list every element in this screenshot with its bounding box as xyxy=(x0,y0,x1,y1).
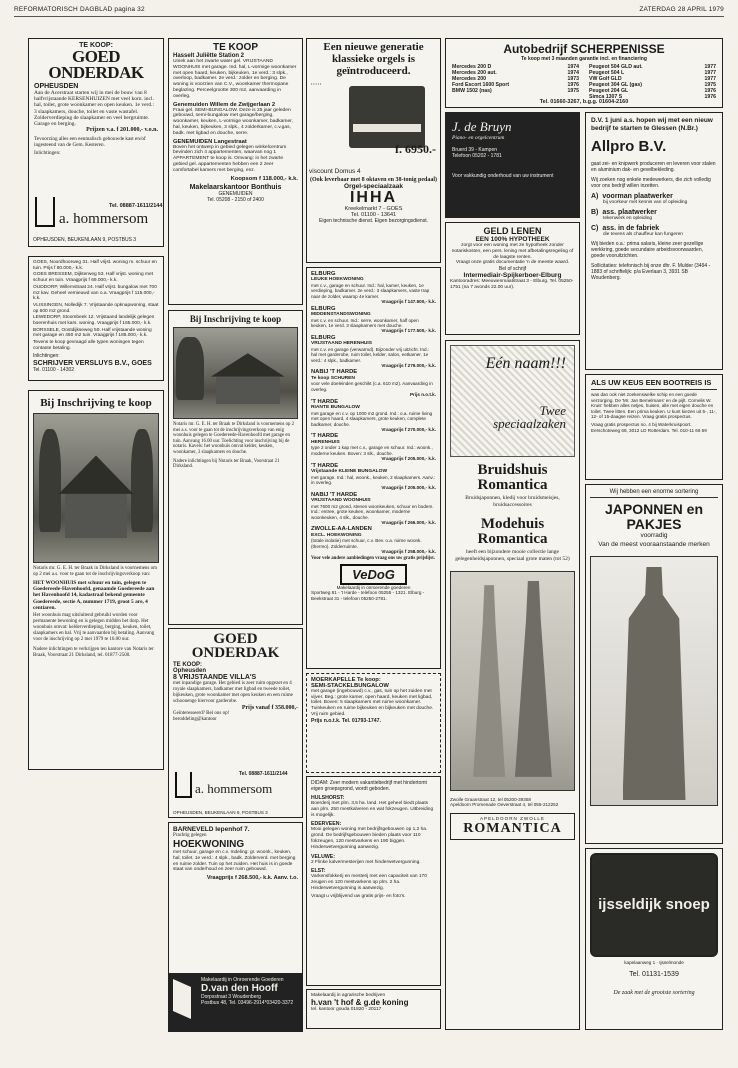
didam-body: Varkensfokkerij en mesterij met een capaciteit van 170 zeugen en 120 mestvarkens op plm. 2 ha. Hinderwetvergunning is aanwezig. xyxy=(311,874,427,891)
elburg-section xyxy=(311,271,436,305)
elburg-section-sub: MIDDENSTANDSWONING xyxy=(311,312,371,318)
car-model: Peugeot 504 L xyxy=(589,70,625,76)
goes-item: Tevens te koop gevraagd alle typen woningen tegen contante betaling. xyxy=(33,340,144,351)
ad-bij-inschrijving-2[interactable] xyxy=(168,310,303,625)
allpro-vacancy-key: B) xyxy=(591,209,599,216)
tekoop-gen1-body: Fraai gel. SEMI-BUNGALOW. Deze is 25 jaar geleden gebouwd, semi-bungalow met garage/berging, woonkamer, keuken, L-vormige woonkamer, badkamer, hal, keuken, bijkeuken, 3 slpk., 4 zolderkamer, c.v.gas, badk. met ligbad en douche, serre. xyxy=(173,107,293,136)
ad-elburg-vedog[interactable] xyxy=(306,267,441,669)
elburg-section-sub: HERENHUIS xyxy=(311,439,340,445)
elburg-section-sub: VRIJSTAAND HERENHUIS xyxy=(311,341,373,347)
goed-tel: Tel. 08887-1611/2144 xyxy=(109,203,163,209)
scherp-left-list xyxy=(452,64,579,100)
car-year: 1976 xyxy=(567,82,579,88)
ad-te-koop-hasselt[interactable] xyxy=(168,38,303,305)
bruijn-addr: Bruerd 39 - Kampen xyxy=(452,147,498,153)
allpro-intro: D.V. 1 juni a.s. hopen wij met een nieuw bedrijf te starten te Glessen (N.Br.) xyxy=(591,117,713,132)
allpro-list xyxy=(591,193,717,237)
orgels-price: f. 6950.- xyxy=(395,142,436,156)
car-model: Peugeot 304 GL (gas) xyxy=(589,82,642,88)
ad-barneveld[interactable] xyxy=(168,822,303,1032)
scherp-title: Autobedrijf SCHERPENISSE xyxy=(503,42,665,56)
elburg-section-heading: ZWOLLE-AA-LANDEN xyxy=(311,526,372,533)
elburg-section-heading: ELBURG xyxy=(311,271,336,277)
bij-foot: Nadere inlichtingen te verkrijgen ten kantore van Notaris ter Braak, Voorstraat 21 Dirksland, tel. 01877-2500. xyxy=(33,647,154,659)
didam-body: 2 Flinke kalvermesterijen met hinderwetvergunning. xyxy=(311,859,421,865)
romantica-brand1: Bruidshuis Romantica xyxy=(477,462,548,493)
orgel-visual: • • • • • f. 6950.- xyxy=(311,82,436,156)
elburg-section xyxy=(311,399,436,433)
elburg-section-price: Vraagprijs f 279.000,- k.k. xyxy=(381,363,436,369)
car-year: 1974 xyxy=(567,64,579,70)
hooff-logo-icon xyxy=(173,979,191,1019)
barneveld-price: Vraagprijs f 268.500,- k.k. Aanv. t.o. xyxy=(206,875,298,882)
orgels-addr: Kreekelmarkt 7 - GOES xyxy=(344,206,403,212)
didam-foot: Vraagt u vrijblijvend uw gratis prijs- en foto's. xyxy=(311,893,406,899)
goed2-body: met inpandige garage. Het gebied is zeer ruim opgezet en 4 royale slaapkamers, badkamer met ligbad en tweede toilet, bijkeuken, grote woonkamer met open keuken en een ruime schoonenge hiervoor garderobe. xyxy=(173,681,293,704)
elburg-section-body: met garage en c.v. op 1000 m2 grond. Ind.: o.a. ruime living met open haard, 4 slaapkamers, grote keuken, complete badkamer, douche. xyxy=(311,410,433,427)
goed2-prijs: Prijs vanaf f 358.000,- xyxy=(241,705,298,711)
elburg-section-sub: Vrijstaande KLEINE BUNGALOW xyxy=(311,468,388,474)
tekoop-gen2-body: Boven het ontwerp in gebied gelegen winkelcentrum bevinden zich 4 appartementen, waarvan nog 1 APPARTEMENT te koop is. Omvang: in het zwarte gebied gel. appartementen hebben een 2 zeer comfortabel kamers met berging, enz. xyxy=(173,144,287,173)
header-rule xyxy=(14,16,724,17)
car-model: Mercedes 200 xyxy=(452,76,487,82)
allpro-vacancy-title xyxy=(591,209,717,216)
bij2-title: Bij Inschrijving te koop xyxy=(189,314,282,324)
ad-romantica[interactable] xyxy=(445,340,580,1030)
tekoop-sub: Hasselt Juliëtte Station 2 xyxy=(173,53,245,59)
ad-japonnen[interactable] xyxy=(585,484,723,844)
allpro-vacancy xyxy=(591,225,717,237)
barneveld-head: HOEKWONING xyxy=(173,839,245,850)
vanthof-tel: tel. kantoor gouda 01820 - 20117 xyxy=(311,1007,382,1012)
elburg-section xyxy=(311,335,436,369)
car-year: 1977 xyxy=(704,76,716,82)
car-model: Peugeot 204 GL xyxy=(589,88,629,94)
didam-heading: VELUWE: xyxy=(311,853,335,860)
allpro-vacancy-desc: tekenwerk en opleiding xyxy=(603,216,653,221)
barneveld-agency: Makelaardij in Onroerende Goederen xyxy=(201,977,284,983)
bij2-body: Notaris mr. G. E. H. ter Braak te Dirksland is voornemens op 2 mei a.s. voor te gaan tot de inschrijvingsverkoop van enig woonhuis gelegen te Goedereede-Havenhoofd met garage en tuin. Aanvang 16.00 uur. Toelichting voor inschrijving bij de notaris. Kavels: het woonhuis omvat kelder, keuken, woonkamer, 3 slaapkamers en douche. xyxy=(173,422,294,455)
keus-foot: Vraag gratis prospectus no. 4 bij Waterkruispoort. Eerschoteweg 68, 3012 LD Rotterdam. Tel. 010-11 66 69 xyxy=(591,421,707,433)
goes-company: SCHRIJVER VERSLUYS B.V., GOES xyxy=(33,359,152,367)
goed2-company: a. hommersom xyxy=(195,781,273,796)
elburg-section-sub: VRIJSTAAND WOONHUIS xyxy=(311,498,371,504)
didam-heading: HULSHORST: xyxy=(311,795,345,801)
header-right: ZATERDAG 28 APRIL 1979 xyxy=(639,6,724,13)
allpro-vacancy-desc: die tevens als chauffeur kan fungeren xyxy=(603,232,683,237)
ijsseldijk-logo xyxy=(590,853,718,957)
jap-title: JAPONNEN en PAKJES xyxy=(604,501,704,532)
elburg-section-sub: EXCL. HOEKWONING xyxy=(311,532,362,538)
goed2-call: Geïnteresseerd? Bel ons op! xyxy=(173,711,230,716)
keus-title: ALS UW KEUS EEN BOOTREIS IS xyxy=(591,378,712,387)
moerk-title: MOERKAPELLE Te koop: xyxy=(311,677,381,683)
elburg-section xyxy=(311,526,436,554)
car-model: Peugeot 504 GLD aut. xyxy=(589,64,643,70)
moerk-head: SEMI-STACKELBUNGALOW xyxy=(311,683,389,689)
jap-photo xyxy=(590,556,718,806)
elburg-section-heading: 'T HARDE xyxy=(311,433,339,440)
barneveld-sub: Prachtig gelegen xyxy=(173,833,207,838)
moerk-body: met garage (ingebouwd) c.v., gas, tuin op het zuiden met vijver. Beg.: grote kamer, open haard, keuken met ligbad, toilet. Boven: 5 slaapkamers met ruime woonkamer. Tuinkeuken en ruime bijkeuken en bijkeuken met douche. Vrij ruim gebied. xyxy=(311,689,434,717)
ad-bootreis[interactable] xyxy=(585,374,723,480)
car-row xyxy=(452,88,579,94)
goes-item: BORSSELE, Oostdijkseweg 50. Half vrijstaande woning met garage en 450 m2 tuin. Vraagprijs f 185.000,- k.k. xyxy=(33,327,152,339)
allpro-body: gaat zei- en knipwerk produceren en leveren voor stalen en aluminium dak- en gevelbekleding. xyxy=(591,161,716,173)
goed2-tel: Tel. 08887-1611/2144 xyxy=(239,771,288,777)
orgels-spec: Orgel-speciaalzaak xyxy=(344,183,403,190)
goed-tekoop: TE KOOP: xyxy=(79,42,113,49)
goes-tel: Tel. 01100 - 14302 xyxy=(33,366,75,373)
romantica-photo xyxy=(450,571,575,791)
vedog-tagline: Makelaardij in onroerende goederen xyxy=(336,585,411,591)
elburg-section-price: Vraagprijs f 258.000,- k.k. xyxy=(381,549,436,555)
elburg-section-body: met garage. Ind.: hal, woonk., keuken, 2 slaapkamers. Aanv.: in overleg. xyxy=(311,474,436,485)
didam-heading: ELST: xyxy=(311,868,326,875)
allpro-vacancy-desc: bij voorkeur met kennis van of opleiding xyxy=(603,200,688,205)
romantica-twee: Twee speciaalzaken xyxy=(493,403,566,431)
ad-goed-onderdak-2[interactable] xyxy=(168,628,303,818)
bij-title: Bij Inschrijving te koop xyxy=(40,397,152,409)
didam-list xyxy=(311,795,436,892)
ad-de-bruyn[interactable] xyxy=(445,112,580,218)
allpro-vacancy-title xyxy=(591,193,717,200)
keus-body: was dan ook niet zoekenswelke schip en een goede verzorging. De 'Mr. Jan Bemelmans' en de pijlt. Cornelis W. Kruis' hebben alles netjes, huisen, alle met eigen douche en toilet. Twee litten. Een prima keuken. U kunt kiezen uit 5-, 11-, 12- of 15-daagse reizen. Vraag gratis prospectus. xyxy=(591,392,717,420)
elburg-section-heading: NABIJ 'T HARDE xyxy=(311,491,358,498)
allpro-vacancy-name: voorman plaatwerker xyxy=(602,193,673,200)
elburg-section-body: voor vele doeleinden geschikt (c.a. 610 m2). Aanvaarding in overleg. xyxy=(311,381,433,392)
ad-scherpenisse[interactable] xyxy=(445,38,723,108)
romantica-list1: Bruidsjaponnen, kledij voor bruidsmeisjes, bruidsaccessoires xyxy=(465,495,560,508)
bruijn-note: Voor vakkundig onderhoud van uw instrument xyxy=(452,173,554,179)
jap-sub2: Van de meest vooraanstaande merken xyxy=(598,541,710,548)
car-year: 1976 xyxy=(704,94,716,100)
jap-intro: Wij hebben een enorme sortering xyxy=(609,489,699,495)
car-year: 1975 xyxy=(567,88,579,94)
car-model: BMW 1502 (nas) xyxy=(452,88,492,94)
elburg-list xyxy=(311,271,436,555)
car-year: 1976 xyxy=(704,88,716,94)
romantica-addr1: Zwolle Graanstraat 12, tel 05200-39358 xyxy=(450,797,531,802)
header-left: REFORMATORISCH DAGBLAD pagina 32 xyxy=(14,6,145,13)
elburg-section-body: met 7600 m2 grond, stenen woonkeuken, schuur en bodem. Ind.: entree, grote keuken, woonkamer, moderne woonkeuken, 4 slk., douche. xyxy=(311,503,434,520)
hooff-footer xyxy=(169,973,302,1031)
goes-item: VLISSINGEN, Nolledijk 7. Vrijstaande opknapwoning, staat op 600 m2 grond. xyxy=(33,302,159,314)
tekoop-agencyline: GENEMUIDEN xyxy=(218,190,253,197)
barneveld-addr: Dorpsstraat 3 Woudenberg xyxy=(201,994,261,1000)
car-year: 1974 xyxy=(567,70,579,76)
ad-moerkapelle[interactable] xyxy=(306,673,441,773)
allpro-vacancy-name: ass. in de fabriek xyxy=(602,225,660,232)
barneveld-postbus: Postbus 48, Tel. 03496-2914*03420-3372 xyxy=(201,1000,294,1006)
goed-note: Tevoorzing alles een eenmalisch gebouwde kast en/of ingesteend van de Gem. Kesteren. xyxy=(34,136,146,149)
elburg-section-price: Prijs n.o.t.k. xyxy=(409,392,436,398)
ad-geld-lenen[interactable] xyxy=(445,222,580,335)
allpro-bieden: Wij bieden o.a.: prima salaris, kleine zeer gezellige werkkring, goede secundaire arbeidsvoorwaarden, goede vooruitzichten. xyxy=(591,241,704,259)
jap-sub: voorradig xyxy=(640,532,668,539)
allpro-vacancy-name: ass. plaatwerker xyxy=(602,209,657,216)
ad-allpro[interactable] xyxy=(585,112,723,370)
tekoop-body: Uniek aan het zwarte water gel. VRIJSTAAND WOONHUIS met garage. Ind. hal, L-vormige woonkamer met open haard, keuken, bijkeuken, 1e verd.: 3 slpk., overloop, badkamer. 2e verd.: zolder en berging. De woning is voorzien van C.V., woonkamer thermopane beglazing. Perceelgrootte 300 m2, aanvaarding in overleg. xyxy=(173,59,297,99)
organ-icon xyxy=(349,86,425,148)
elburg-section-sub: RIANTE BUNGALOW xyxy=(311,405,360,411)
elburg-section xyxy=(311,433,436,461)
vanthof-addr: Makelaardij in agrarische bedrijven xyxy=(311,993,386,998)
didam-heading: EDERVEEN: xyxy=(311,821,342,828)
elburg-section-price: Vraagprijs f 205.000,- k.k. xyxy=(381,485,436,491)
tekoop-title: TE KOOP xyxy=(212,42,258,53)
goes-item: GOES, Noordhoorweg 31. Half vrijst. woning m. schuur en tuin. Prijs f 80.000,- k.k. xyxy=(33,260,157,271)
goed-addr: OPHEUSDEN, BEUKENLAAN 9, POSTBUS 3 xyxy=(33,237,137,243)
elburg-section-price: Vraagprijs f 147.500,- k.k. xyxy=(381,299,436,305)
bruijn-sub: Piano- en orgelcentrum xyxy=(452,135,505,141)
elburg-section xyxy=(311,463,436,491)
goed-brand: GOED ONDERDAK xyxy=(48,47,144,82)
vanthof-brand: h.van 't hof & g.de koning xyxy=(311,998,409,1007)
orgels-tel: Tel. 01100 - 13641 xyxy=(350,212,397,218)
goed2-head: 8 VRIJSTAANDE VILLA'S xyxy=(173,674,257,681)
elburg-section-price: Vraagprijs f 270.000,- k.k. xyxy=(381,426,436,432)
car-year: 1975 xyxy=(704,82,716,88)
didam-body: Boerderij met plm. 3,5 ha. land. Het geheel biedt plaats aan plm. 250 mestkalveren en wat fokzeugen. Uitbreiding is mogelijk. xyxy=(311,801,434,818)
elburg-section-body: met c.v. en garage (verwarmd). Bijzonder vrij uitzicht. Ind.: hal met garderobe, ruim toilet, kelder, salon, eetkamer, 1e verd.: 4 slpk., badkamer. xyxy=(311,346,430,363)
elburg-section-body: met c.v. en schuur. Ind.: serre, woonkamer, half open keuken, 1e verd. 3 slaapkamers met douche. xyxy=(311,317,419,329)
ijs-brand: ijsseldijk snoep xyxy=(598,896,710,913)
goed-inlichtingen: Inlichtingen: xyxy=(34,150,61,157)
goed-company: a. hommersom xyxy=(59,211,149,227)
goes-inl: Inlichtingen: xyxy=(33,352,60,359)
ijs-tel: Tel. 01131-1539 xyxy=(629,971,679,978)
goed2-place: Opheusden xyxy=(173,668,207,674)
goed2-brand: GOED ONDERDAK xyxy=(191,631,280,661)
car-model: Mercedes 200 aut. xyxy=(452,70,497,76)
romantica-addr2: Apeldoorn Promenade Oeverstraat 4, tel 055-212252 xyxy=(450,802,559,807)
geld-title: GELD LENEN xyxy=(483,226,542,236)
elburg-section-price: Vraagprijs f 266.000,- k.k. xyxy=(381,519,436,525)
vedog-addr: Sportweg 81 - 't Harde - telefoon 05255 - 1321. Elburg - Beekstraat 31 - telefoon 05250-2781. xyxy=(311,590,425,601)
scherp-tel: Tel. 01660-3267, b.g.g. 01604-2160 xyxy=(539,99,629,105)
bruijn-tel: Telefoon 05202 - 1781 xyxy=(452,153,502,159)
ad-vanthof[interactable] xyxy=(306,989,441,1029)
barneveld-title: BARNEVELD Iepenhof 7. xyxy=(173,826,250,833)
tekoop-tel: Tel. 05208 - 2150 of 2400 xyxy=(207,196,264,203)
ad-didam[interactable] xyxy=(306,776,441,986)
tekoop-gen1: Genemuiden Willem de Zwijgerlaan 2 xyxy=(173,101,276,108)
barneveld-body: met schuur, garage en c.v. Indeling: gr. woonk., keuken, hal, toilet. 1e verd.: 4 slpk., badk. Zolderverd. met berging en ruime zolder. Tuin op het zuiden. Het huis is in goede staat van onderhoud en zeer ruim gebouwd. xyxy=(173,850,296,873)
elburg-foot: Voor vele andere aanbiedingen vraag ons uw gratis prijslijst. xyxy=(311,555,435,561)
house-photo-2 xyxy=(173,327,298,419)
allpro-wij: Wij zoeken nog enkele medewerkers, die zich volledig voor ons bedrijf willen inzetten. xyxy=(591,177,711,189)
elburg-section-heading: 'T HARDE xyxy=(311,462,339,469)
elburg-section xyxy=(311,492,436,526)
allpro-vacancy xyxy=(591,209,717,221)
elburg-section-heading: ELBURG xyxy=(311,334,336,341)
orgels-sub: viscount Domus 4 xyxy=(309,168,361,175)
elburg-section-sub: LEUKE HOEKWONING xyxy=(311,277,364,283)
goes-item: OUDDORP, Willemstraat 24. Half vrijst. bungalow met 700 m2 kav. Geheel vernieuwd van o.a. Vraagprijs f 115.000,- k.k. xyxy=(33,284,157,302)
didam-intro: DIDAM: Zeer modern vakantiebedrijf met hindertomt eigen groepsgrond, wordt geboden. xyxy=(311,780,427,792)
romantica-logo: ROMANTICA xyxy=(463,821,562,836)
allpro-vacancy xyxy=(591,193,717,205)
house-photo-1 xyxy=(33,413,159,563)
geld-company: Intermediair-Spijkerboer-Elburg xyxy=(463,272,562,280)
geld-call: Vraagt onze gratis documentatie 'n de meeste waard. xyxy=(455,260,570,266)
geld-bel: Bel of schrijf xyxy=(498,266,527,273)
romantica-pattern xyxy=(450,345,575,457)
vedog-logo: VeDoG xyxy=(340,564,407,585)
moerk-prijs: Prijs n.o.t.k. Tel. 01793-1747. xyxy=(311,717,381,724)
page-header xyxy=(14,6,724,16)
romantica-logo-small: APELDOORN ZWOLLE xyxy=(479,816,545,821)
allpro-vacancy-title xyxy=(591,225,717,232)
elburg-section-body: met c.v., garage en schuur. Ind.: hal, kamer, keuken, 1e verdieping, badkamer. 2e verd.: 3 slaapkamers, vaste trap naar de zolder, waarop 4e kamer. xyxy=(311,283,430,299)
goed2-web: beroddeling@kantoor xyxy=(173,717,217,722)
elburg-section-body: (totale isolatie) met schuur, c.v. Bev. o.a. ruime woonk. (thermo). Zolderruimte. xyxy=(311,538,422,549)
car-model: Ford Escort 1600 Sport xyxy=(452,82,510,88)
ijs-sub: kapelaanweg 1 · Ijsselmonde xyxy=(624,960,684,965)
goes-item: LEWEDORP, Stoombeek 12. Vrijstaand landelijk gelegen boerenhuis met kars. woning. Vraagprijs f 165.000,- k.k. xyxy=(33,315,155,327)
tekoop-agency: Makelaarskantoor Bonthuis xyxy=(189,183,282,191)
elburg-section xyxy=(311,306,436,334)
elburg-section xyxy=(311,369,436,397)
goed-body: Aan de Acerstraat starten wij in mei de bouw van 8 halfvrijstaande KERSENHUIZEN met veel korn. incl. hal, toilet, grote woonkamer en open keuken. 1e verd.: 3 slaapkamers, douche, toilet en vaste wastafel. Zolderverdieping de slaapkamer en veel bergruimte. Garage en berging. xyxy=(34,90,155,128)
ad-bij-inschrijving-1[interactable] xyxy=(28,390,164,770)
bij2-foot: Nadere inlichtingen bij Notaris ter Braak, Voorstraat 21 Dirksland. xyxy=(173,458,280,470)
ijs-foot: De zaak met de grootste sortering xyxy=(613,990,695,996)
goes-item: GOES BRESSEM, Dijkterweg 53. Half vrijst. woning met schuur en tuin. Vraagprijs f 69.000,- k.k. xyxy=(33,272,153,284)
bruijn-name: J. de Bruyn xyxy=(452,119,512,134)
geld-body: zorgt voor een woning met 2e hypotheek zonder notariskosten, een pers. lening met afbetalingsregeling of de laagste renten. xyxy=(451,243,574,260)
elburg-section-body: type 2 onder 1 kap met c.v., garage en schuur. Ind.: woonk., moderne keuken. Boven: 3 slk., douche. xyxy=(311,445,433,456)
car-year: 1973 xyxy=(567,76,579,82)
car-model: VW Golf GLD xyxy=(589,76,622,82)
goed-prijs: Prijzen v.a. f 201.000,- v.o.n. xyxy=(86,127,158,134)
hommersom-logo-icon xyxy=(35,197,55,227)
scherp-sub: Te koop met 3 maanden garantie incl. en financiering xyxy=(521,56,647,62)
goed-place: OPHEUSDEN xyxy=(34,83,79,90)
orgels-note2: Eigen technische dienst. Eigen bezorgingsdienst. xyxy=(319,218,428,224)
car-model: Simca 1307 S xyxy=(589,94,623,100)
romantica-list2: heeft een bijzondere mooie collectie lange gelegenheidsjaponnen, speciaal grote maten (tot 52) xyxy=(455,549,570,562)
goed2-addr: OPHEUSDEN, BEUKENLAAN 9, POSTBUS 3 xyxy=(173,810,268,815)
geld-addr: Kantooradres: Meeuwenmaatstraat 3 - Elburg. Tel. 05250-1751 (na 7 avonds 22.00 uur). xyxy=(450,279,574,290)
tekoop-price: Koopsom f 118.000,- k.k. xyxy=(230,175,298,182)
barneveld-agency2: D.van den Hooff xyxy=(201,983,278,994)
geld-head: EEN 100% HYPOTHEEK xyxy=(475,236,550,243)
car-year: 1977 xyxy=(704,70,716,76)
allpro-brand: Allpro B.V. xyxy=(591,138,667,155)
elburg-section-price: Vraagprijs f 205.000,- k.k. xyxy=(381,456,436,462)
hommersom-logo-icon xyxy=(175,772,192,798)
car-model: Mercedes 200 D xyxy=(452,64,492,70)
goed2-tekoop: TE KOOP: xyxy=(173,662,203,668)
tekoop-gen2: GENEMUIDEN Langestraat xyxy=(173,138,247,145)
romantica-brand2: Modehuis Romantica xyxy=(477,516,548,547)
ad-goed-onderdak-1[interactable] xyxy=(28,38,164,247)
car-year: 1977 xyxy=(704,64,716,70)
elburg-section-heading: ELBURG xyxy=(311,305,336,312)
elburg-section-price: Vraagprijs f 177.500,- k.k. xyxy=(381,328,436,334)
bij-caption: Notaris mr. G. E. H. ter Braak in Dirksland is voornemens om op 2 mei a.s. voor te gaan tot de inschrijvingsverkoop van: xyxy=(33,566,158,577)
ad-schrijver-goes[interactable] xyxy=(28,256,164,381)
didam-body: Mooi gelegen woning met bedrijfsgebouwen op 1,2 ha. grond. De bedrijfsgebouwen bieden plaats voor 110 fokzeugen, 120 mestvarkens en 190 biggen. Hinderwetvergunning aanwezig. xyxy=(311,827,428,850)
bij-body: Het woonhuis mag uitsluitend gebruikt worden voor permanente bewoning en is gelegen midden het dorp. Het woonhuis omvat: kelderverdieping, berging, keuken, toilet, slaapkamers en hal. Vrij te aanvaarden bij betaling. Aanvang voor de inschrijving op 2 mei 1979 te 16.00 uur. xyxy=(33,613,155,643)
elburg-section-heading: 'T HARDE xyxy=(311,398,339,405)
ad-ijsseldijk[interactable] xyxy=(585,848,723,1030)
allpro-sol: Sollicitaties: telefonisch bij onze dhr. F. Mulder (3494 - 1883 of schriftelijk: p/a Everlaan 3, 3931 SB Woudenberg. xyxy=(591,263,711,281)
bij-head: HET WOONHUIS met schuur en tuin, gelegen te Goedereede-Havenhoofd, genaamde Goedereede aan het Havenhoofd 14, kadastraal bekend gemeente Goedereede, sectie A, nummer 1719, groot 5 are, 4 centiaren. xyxy=(33,580,155,611)
scherp-right-list xyxy=(589,64,716,100)
elburg-section-sub: Te koop SCHUREN xyxy=(311,375,355,381)
goes-list xyxy=(33,260,159,352)
allpro-vacancy-key: C) xyxy=(591,225,599,232)
orgels-title: Een nieuwe generatie klassieke orgels is geïntroduceerd. xyxy=(323,41,424,77)
romantica-een: Eén naam!!! xyxy=(485,355,566,372)
allpro-vacancy-key: A) xyxy=(591,193,599,200)
orgels-brand: IHHA xyxy=(349,189,398,206)
orgels-note: (Ook leverbaar met 8 oktaven en 38-tonig pedaal) xyxy=(309,177,438,183)
elburg-section-heading: NABIJ 'T HARDE xyxy=(311,369,358,376)
ad-orgels[interactable] xyxy=(306,38,441,263)
